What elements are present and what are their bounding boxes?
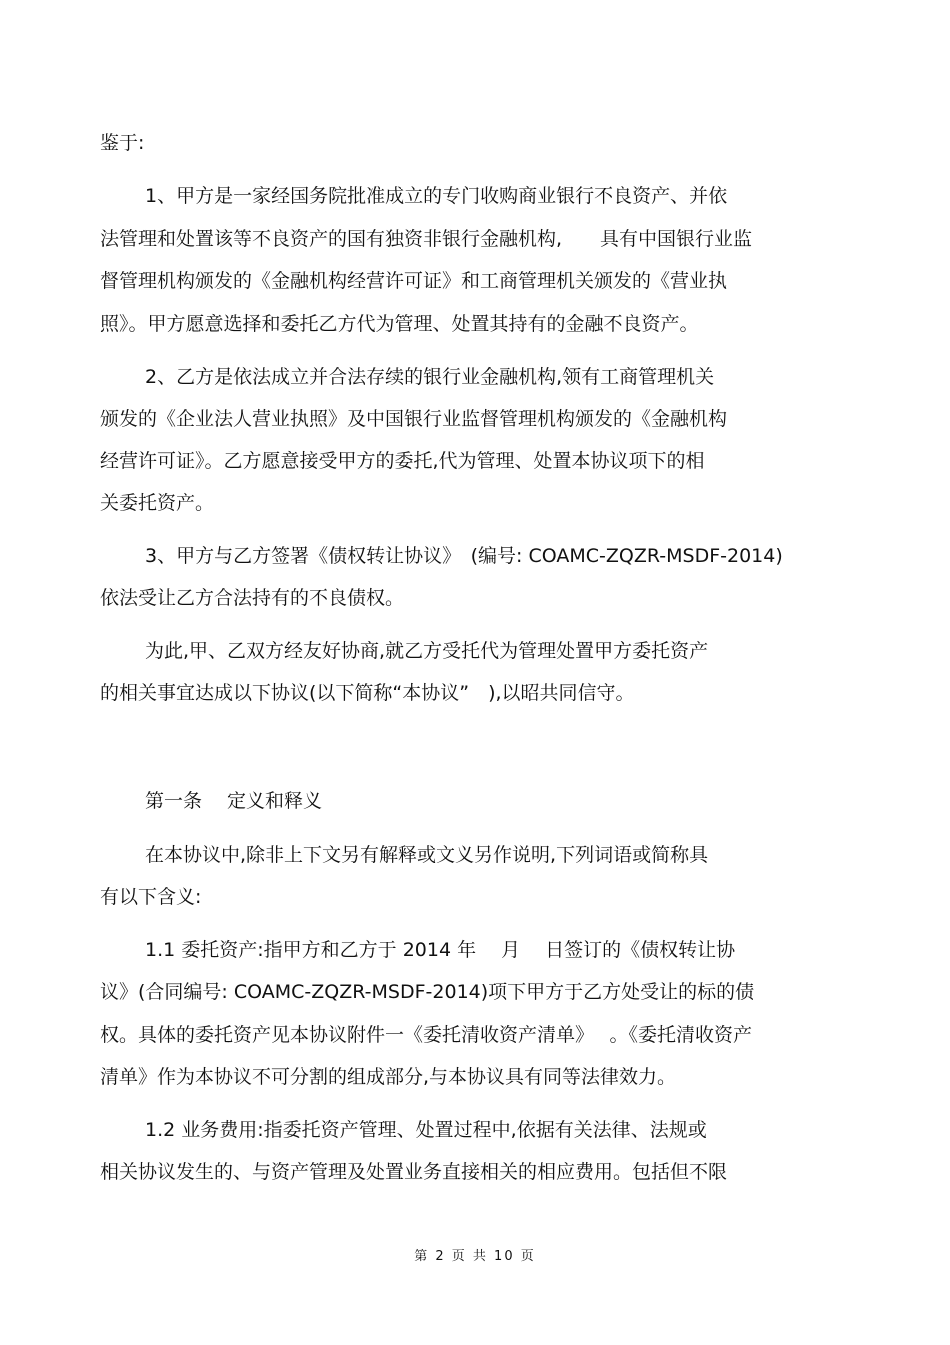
recital-1-line-3: 督管理机构颁发的《金融机构经营许可证》和工商管理机关颁发的《营业执 [100,270,728,292]
definitions-intro-line-1: 在本协议中,除非上下文另有解释或文义另作说明,下列词语或简称具 [145,844,709,866]
agreement-preamble-line-2: 的相关事宜达成以下协议(以下简称“本协议” ),以昭共同信守。 [100,682,635,704]
recital-1-line-1: 1、甲方是一家经国务院批准成立的专门收购商业银行不良资产、并依 [145,185,728,207]
recital-3-line-1: 3、甲方与乙方签署《债权转让协议》 (编号: COAMC-ZQZR-MSDF-2014) [145,545,783,567]
recital-1-line-2: 法管理和处置该等不良资产的国有独资非银行金融机构, 具有中国银行业监 [100,228,753,250]
recital-2-line-4: 关委托资产。 [100,492,215,514]
definitions-intro-line-2: 有以下含义: [100,886,202,908]
recital-2-line-2: 颁发的《企业法人营业执照》及中国银行业监督管理机构颁发的《金融机构 [100,408,728,430]
agreement-preamble-line-1: 为此,甲、乙双方经友好协商,就乙方受托代为管理处置甲方委托资产 [145,640,709,662]
page-number-footer: 第 2 页 共 10 页 [414,1249,536,1264]
clause-1-1-line-3: 权。具体的委托资产见本协议附件一《委托清收资产清单》 。《委托清收资产 [100,1024,753,1046]
recital-3-line-2: 依法受让乙方合法持有的不良债权。 [100,587,405,609]
clause-1-1-line-4: 清单》作为本协议不可分割的组成部分,与本协议具有同等法律效力。 [100,1066,677,1088]
recital-2-line-3: 经营许可证》。乙方愿意接受甲方的委托,代为管理、处置本协议项下的相 [100,450,705,472]
whereas-heading: 鉴于: [100,132,145,154]
recital-1-line-4: 照》。甲方愿意选择和委托乙方代为管理、处置其持有的金融不良资产。 [100,313,699,335]
clause-1-2-line-1: 1.2 业务费用:指委托资产管理、处置过程中,依据有关法律、法规或 [145,1119,707,1141]
recital-2-line-1: 2、乙方是依法成立并合法存续的银行业金融机构,领有工商管理机关 [145,366,715,388]
clause-1-1-line-2: 议》(合同编号: COAMC-ZQZR-MSDF-2014)项下甲方于乙方处受让的标的债 [100,981,755,1003]
clause-1-1-line-1: 1.1 委托资产:指甲方和乙方于 2014 年 月 日签订的《债权转让协 [145,939,736,961]
clause-1-2-line-2: 相关协议发生的、与资产管理及处置业务直接相关的相应费用。包括但不限 [100,1161,728,1183]
article-1-heading: 第一条 定义和释义 [145,790,323,812]
